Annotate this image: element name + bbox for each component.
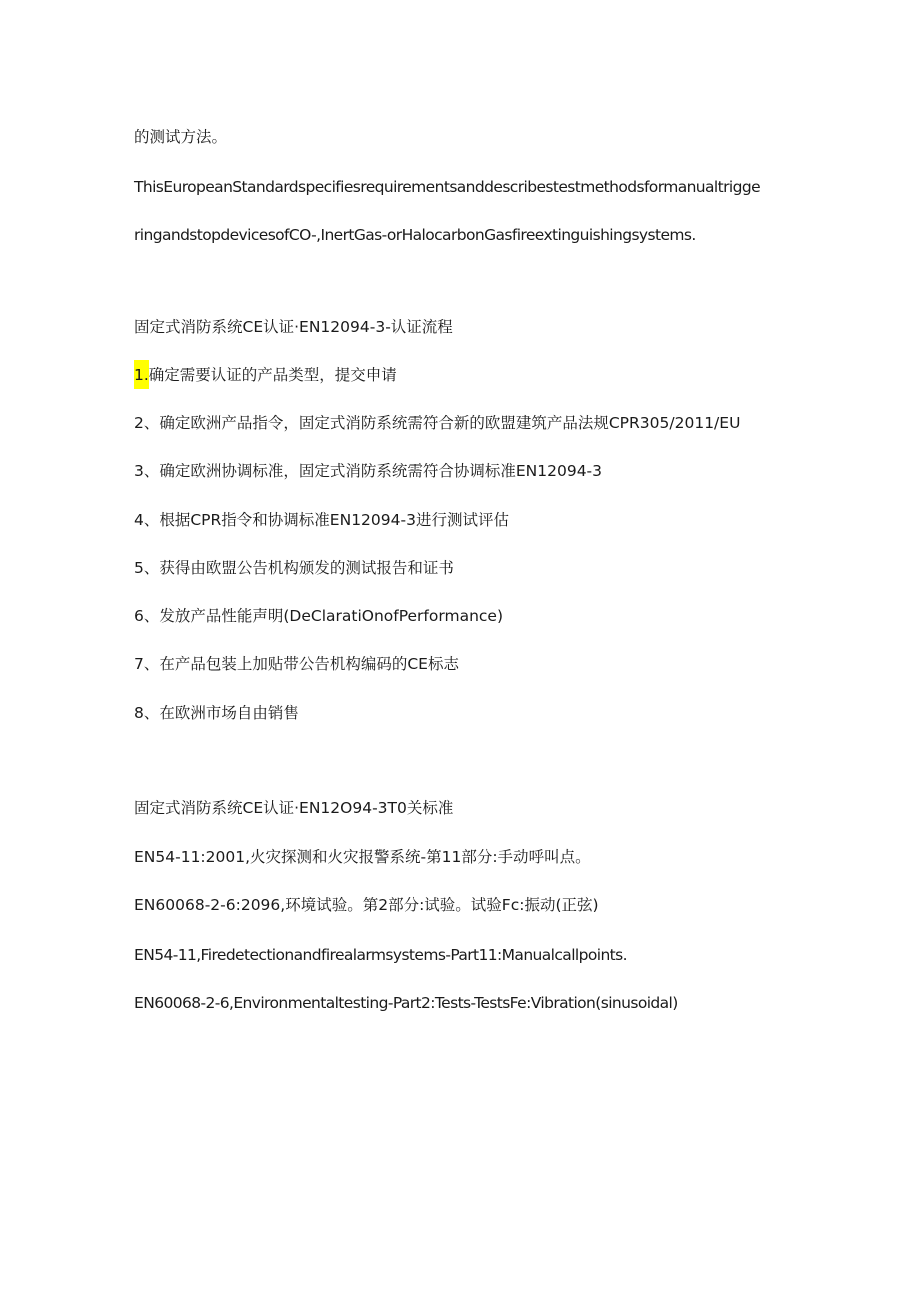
highlighted-step-number: 1. bbox=[134, 360, 149, 389]
process-step-6: 6、发放产品性能声明(DeClaratiOnofPerformance) bbox=[134, 607, 503, 625]
standard-item-4: EN60068-2-6,Environmentaltesting-Part2:Tests-TestsFe:Vibration(sinusoidal) bbox=[134, 994, 678, 1012]
standard-item-3: EN54-11,Firedetectionandfirealarmsystems-Part11:Manualcallpoints. bbox=[134, 946, 627, 964]
process-step-2: 2、确定欧洲产品指令，固定式消防系统需符合新的欧盟建筑产品法规CPR305/2011/EU bbox=[134, 414, 741, 432]
standard-item-1: EN54-11:2001,火灾探测和火灾报警系统-第11部分:手动呼叫点。 bbox=[134, 848, 591, 866]
process-step-8: 8、在欧洲市场自由销售 bbox=[134, 704, 299, 722]
standards-section-heading: 固定式消防系统CE认证·EN12O94-3T0关标准 bbox=[134, 799, 454, 817]
process-step-4: 4、根据CPR指令和协调标准EN12094-3进行测试评估 bbox=[134, 511, 509, 529]
process-step-3: 3、确定欧洲协调标准，固定式消防系统需符合协调标准EN12094-3 bbox=[134, 462, 603, 480]
standard-item-2: EN60068-2-6:2096,环境试验。第2部分:试验。试验Fc:振动(正弦) bbox=[134, 896, 599, 914]
process-step-5: 5、获得由欧盟公告机构颁发的测试报告和证书 bbox=[134, 559, 454, 577]
intro-chinese-tail: 的测试方法。 bbox=[134, 128, 228, 146]
intro-english-line-1: ThisEuropeanStandardspecifiesrequirementsanddescribestestmethodsformanualtrigge bbox=[134, 178, 761, 196]
process-step-1-text: 确定需要认证的产品类型，提交申请 bbox=[148, 366, 397, 384]
process-step-1 bbox=[134, 364, 397, 386]
process-step-7: 7、在产品包装上加贴带公告机构编码的CE标志 bbox=[134, 655, 459, 673]
process-section-heading: 固定式消防系统CE认证·EN12094-3-认证流程 bbox=[134, 318, 453, 336]
intro-english-line-2: ringandstopdevicesofCO-,InertGas-orHalocarbonGasfireextinguishingsystems. bbox=[134, 226, 696, 244]
